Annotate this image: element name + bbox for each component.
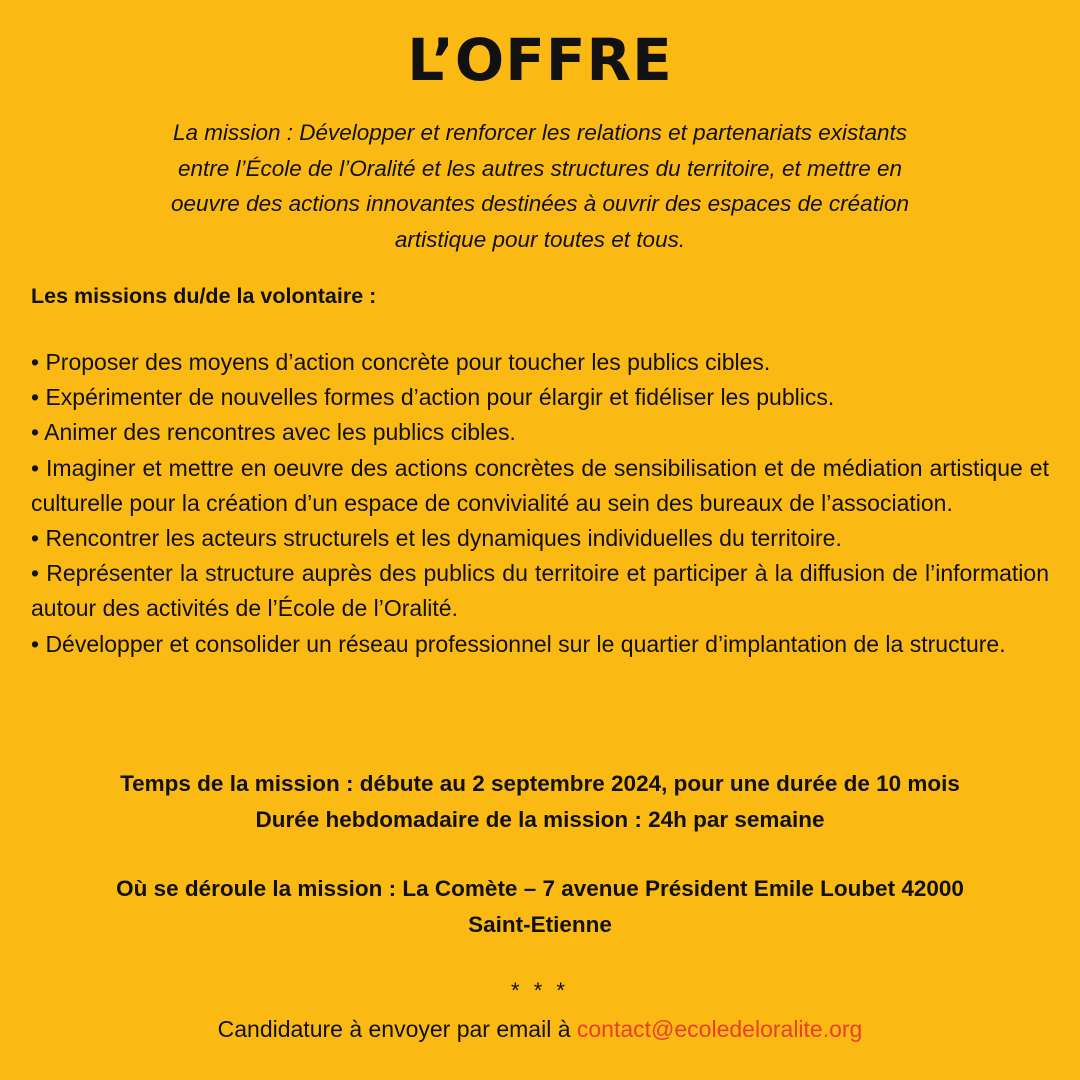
mission-item: • Expérimenter de nouvelles formes d’action pour élargir et fidéliser les publics. xyxy=(31,384,835,411)
mission-item: • Imaginer et mettre en oeuvre des actions concrètes de sensibilisation et de médiation artistique et culturelle pour la création d’un espace de convivialité au sein des bureaux de l’association. xyxy=(31,454,1049,516)
mission-location xyxy=(0,871,1080,942)
intro-line: La mission : Développer et renforcer les relations et partenariats existants xyxy=(172,120,908,145)
separator-stars: * * * xyxy=(511,978,569,1003)
intro-line: entre l’École de l’Oralité et les autres structures du territoire, et mettre en xyxy=(177,155,903,181)
contact-email-link[interactable]: contact@ecoledeloralite.org xyxy=(576,1016,863,1042)
mission-schedule xyxy=(0,766,1080,837)
intro-line: artistique pour toutes et tous. xyxy=(394,226,686,252)
application-contact xyxy=(0,1011,1080,1047)
mission-item: • Développer et consolider un réseau professionnel sur le quartier d’implantation de la structure. xyxy=(31,630,1006,657)
mission-item: • Proposer des moyens d’action concrète pour toucher les publics cibles. xyxy=(31,349,771,375)
mission-intro xyxy=(80,115,1000,257)
mission-item: • Animer des rencontres avec les publics cibles. xyxy=(31,419,516,446)
intro-line: oeuvre des actions innovantes destinées à ouvrir des espaces de création xyxy=(171,191,909,216)
location-address: Où se déroule la mission : La Comète – 7 avenue Président Emile Loubet 42000 xyxy=(116,876,964,901)
location-city: Saint-Etienne xyxy=(468,911,612,937)
missions-list xyxy=(31,345,1049,662)
page-title: L’OFFRE xyxy=(407,26,673,94)
contact-prefix: Candidature à envoyer par email à xyxy=(217,1016,577,1042)
weekly-hours: Durée hebdomadaire de la mission : 24h par semaine xyxy=(255,806,825,832)
mission-item: • Représenter la structure auprès des publics du territoire et participer à la diffusion de l’information autour des activités de l’École de l’Oralité. xyxy=(31,560,1049,622)
mission-duration: Temps de la mission : débute au 2 septembre 2024, pour une durée de 10 mois xyxy=(120,771,960,796)
missions-heading: Les missions du/de la volontaire : xyxy=(31,284,377,308)
mission-item: • Rencontrer les acteurs structurels et les dynamiques individuelles du territoire. xyxy=(31,525,842,552)
